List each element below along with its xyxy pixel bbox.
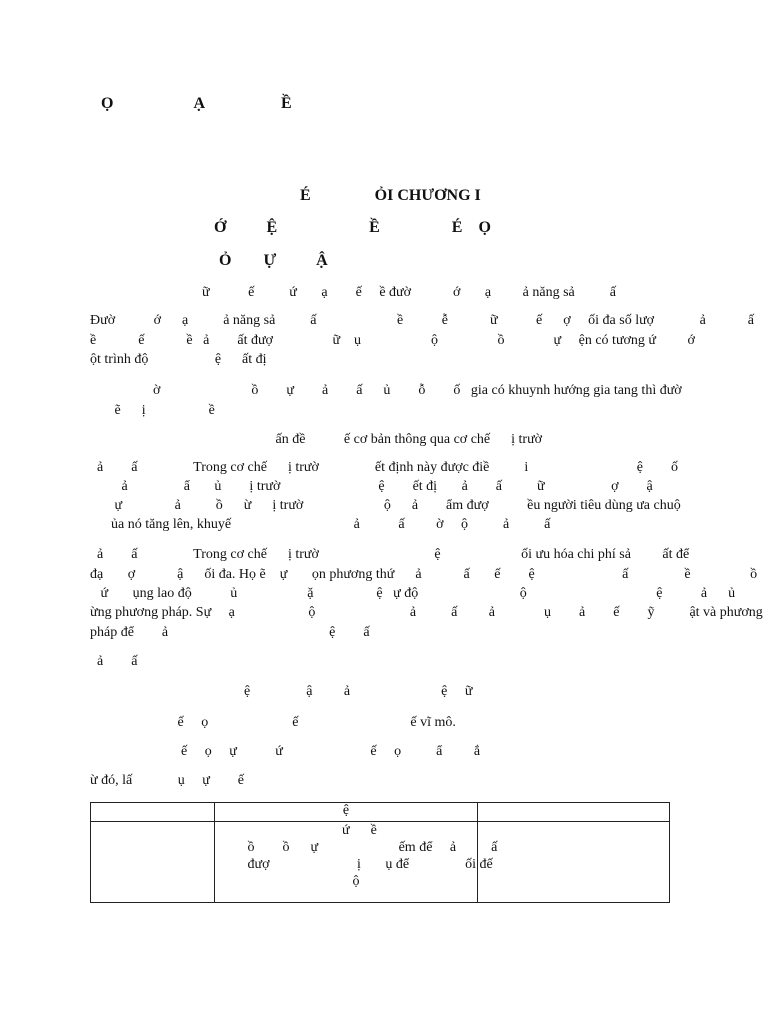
table-cell [91, 822, 215, 903]
paragraph-line: ề ế ề ả ất đượ ữ ụ ộ ồ ự ện có tương ứ ớ [90, 333, 695, 348]
table-header-cell [478, 803, 670, 822]
paragraph-line: ế ọ ự ứ ế ọ ẩ ắ [90, 744, 481, 759]
paragraph-line: ột trình độ ệ ất đị [90, 352, 267, 367]
section-title: Ỏ Ự Ậ [219, 252, 328, 269]
paragraph-line: ứ ụng lao độ ủ ặ ệ ự độ ộ ệ ả ủ [90, 586, 736, 601]
paragraph-line: ả ấ [90, 654, 138, 669]
table-cell-line: ồ ồ ự ếm để ả ấ [223, 840, 498, 855]
chapter-subtitle: Ớ Ệ Ề É Ọ [214, 219, 491, 236]
paragraph-line: ế ọ ế ế vĩ mô. [90, 715, 456, 730]
table-cell [215, 822, 498, 903]
paragraph-line: ủa nó tăng lên, khuyế ả ấ ờ ộ ả ấ [90, 517, 551, 532]
paragraph-line: pháp để ả ệ ấ [90, 625, 370, 640]
paragraph-line: ệ ậ ả ệ ữ [90, 684, 473, 699]
paragraph-line: ừng phương pháp. Sự ạ ộ ả ấ ả ụ ả ế ỹ ật và phương [90, 605, 763, 620]
paragraph-line: ấn đề ế cơ bản thông qua cơ chế ị trườ [90, 432, 543, 447]
paragraph-line: ả ấ Trong cơ chế ị trườ ệ ối ưu hóa chi phí sả ất để [90, 547, 690, 562]
table-cell-line: ộ [223, 874, 360, 889]
table-cell-line: đượ ị ụ để ối đế [223, 857, 493, 872]
table-cell-line: ứ ề [223, 823, 377, 838]
table-row [91, 822, 670, 903]
table-cell [478, 822, 670, 903]
paragraph-line: ừ đó, lấ ụ ự ế [90, 773, 244, 788]
paragraph-line: ữ ế ứ ạ ế ề đườ ớ ạ ả năng sả ấ [90, 285, 616, 300]
paragraph-line: ự ả ồ ừ ị trườ ộ ả ẩm đượ ều người tiêu dùng ưa chuộ [90, 498, 681, 513]
table-header-cell: ệ [215, 803, 478, 822]
paragraph-line: ả ấ Trong cơ chế ị trườ ết định này được điề i ệ ố [90, 460, 678, 475]
chapter-title: É ỎI CHƯƠNG I [300, 187, 481, 204]
page-header: Ọ Ạ Ề [101, 95, 292, 112]
table-header-row [91, 803, 670, 822]
paragraph-line: ờ ồ ự ả ấ ủ ỗ ố gia có khuynh hướng gia tang thì đườ [90, 383, 682, 398]
data-table [90, 802, 670, 903]
table-header-cell [91, 803, 215, 822]
paragraph-line: ẽ ị ề [90, 403, 215, 418]
paragraph-line: đạ ợ ậ ối đa. Họ ẽ ự ọn phương thứ ả ấ ế ệ ấ ề ồ [90, 567, 758, 582]
paragraph-line: ả ẩ ủ ị trườ ệ ết đị ả ấ ữ ợ ậ [90, 479, 653, 494]
paragraph-line: Đườ ớ ạ ả năng sả ấ ề ễ ữ ế ợ ối đa số lượ ả ấ [90, 313, 755, 328]
